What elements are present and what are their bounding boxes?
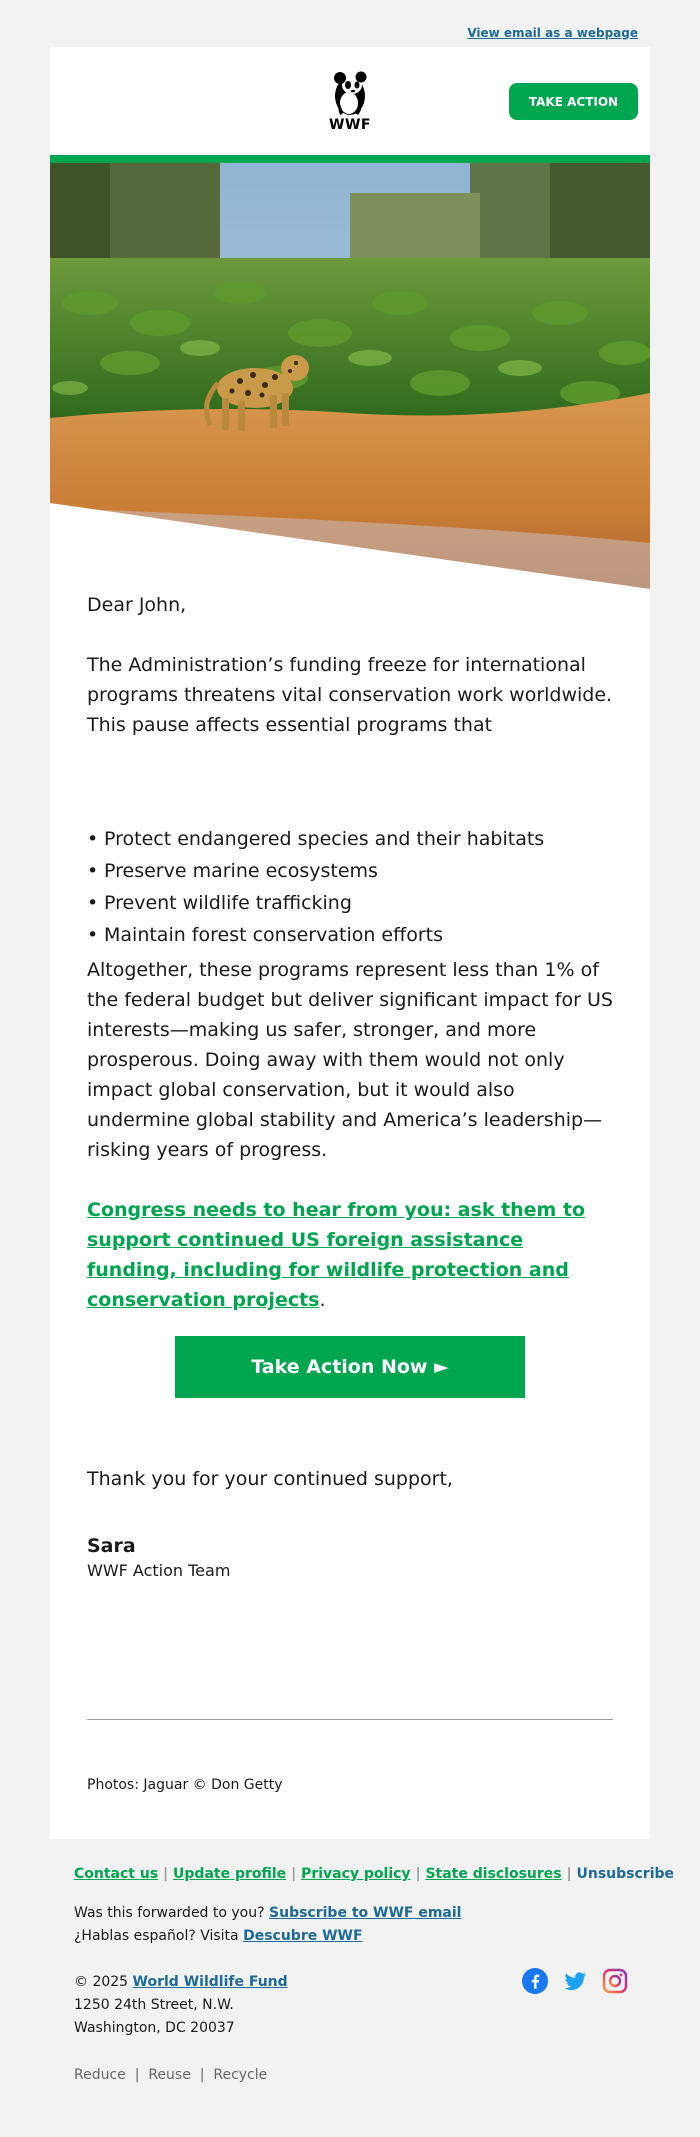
- footer-links: [74, 1866, 674, 1882]
- reuse-text: Reuse: [148, 2067, 191, 2083]
- instagram-icon[interactable]: [602, 1968, 628, 1994]
- divider: [87, 1719, 613, 1720]
- separator: |: [415, 1866, 421, 1882]
- take-action-now-button[interactable]: Take Action Now ►: [175, 1336, 525, 1398]
- congress-cta-link[interactable]: Congress needs to hear from you: ask them to support continued US foreign assistance funding, including for: [87, 1199, 586, 1281]
- separator: |: [134, 2067, 140, 2083]
- logo-text: WWF: [329, 117, 371, 133]
- twitter-icon[interactable]: [562, 1968, 588, 1994]
- signer-team: WWF Action Team: [87, 1561, 231, 1580]
- list-item: • Protect endangered species and their habitats: [87, 824, 613, 856]
- list-item: • Preserve marine ecosystems: [87, 856, 613, 888]
- reduce-reuse-recycle: [74, 2067, 267, 2083]
- separator: |: [566, 1866, 572, 1882]
- contact-us-link[interactable]: Contact us: [74, 1866, 159, 1882]
- program-list: [87, 824, 613, 952]
- separator: |: [291, 1866, 297, 1882]
- impact-paragraph: Altogether, these programs represent less than 1% of the federal budget but deliver significant impact for US interests—making us safer, stronger, and more prosperous. Doing away with them would not only impact global conservation, but it would also undermine global stability and America’s leadership—risking years of progress.: [87, 959, 613, 1161]
- copyright-address: [74, 1971, 288, 2040]
- photo-credit: Photos: Jaguar © Don Getty: [87, 1777, 283, 1793]
- panda-logo-icon: [325, 71, 375, 117]
- congress-cta-link-end[interactable]: wildlife protection and conservation projects: [87, 1259, 569, 1311]
- forward-info: [74, 1902, 461, 1948]
- descubre-link[interactable]: Descubre WWF: [243, 1928, 363, 1944]
- take-action-header-button[interactable]: TAKE ACTION: [509, 83, 638, 120]
- copyright: © 2025: [74, 1974, 129, 1990]
- wwf-logo[interactable]: [325, 71, 375, 133]
- separator: |: [163, 1866, 169, 1882]
- wwf-org-link[interactable]: World Wildlife Fund: [132, 1974, 288, 1990]
- facebook-icon[interactable]: [522, 1968, 548, 1994]
- list-item: • Prevent wildlife trafficking: [87, 888, 613, 920]
- list-item: • Maintain forest conservation efforts: [87, 920, 613, 952]
- social-icons: [522, 1968, 628, 1994]
- signer-name: Sara: [87, 1535, 136, 1557]
- state-disclosures-link[interactable]: State disclosures: [425, 1866, 562, 1882]
- congress-cta-paragraph: [87, 1195, 613, 1315]
- email-header: [50, 47, 650, 155]
- unsubscribe-link[interactable]: Unsubscribe: [576, 1866, 675, 1882]
- intro-paragraph: The Administration’s funding freeze for international programs threatens vital conservation work worldwide. This pause affects essential programs that: [87, 654, 613, 736]
- update-profile-link[interactable]: Update profile: [173, 1866, 287, 1882]
- address-line-2: Washington, DC 20037: [74, 2020, 235, 2036]
- reduce-text: Reduce: [74, 2067, 126, 2083]
- thanks-line: Thank you for your continued support,: [87, 1468, 453, 1490]
- greeting: Dear John,: [87, 594, 187, 616]
- spanish-text: ¿Hablas español? Visita: [74, 1928, 239, 1944]
- privacy-policy-link[interactable]: Privacy policy: [301, 1866, 411, 1882]
- address-line-1: 1250 24th Street, N.W.: [74, 1997, 234, 2013]
- email-card: [50, 47, 650, 1839]
- separator: |: [199, 2067, 205, 2083]
- subscribe-link[interactable]: Subscribe to WWF email: [269, 1905, 462, 1921]
- hero-jaguar-image: [50, 163, 650, 589]
- cta-period: .: [319, 1289, 326, 1311]
- forwarded-text: Was this forwarded to you?: [74, 1905, 265, 1921]
- recycle-text: Recycle: [213, 2067, 268, 2083]
- header-green-bar: [50, 155, 650, 163]
- view-as-webpage-link[interactable]: View email as a webpage: [467, 26, 638, 40]
